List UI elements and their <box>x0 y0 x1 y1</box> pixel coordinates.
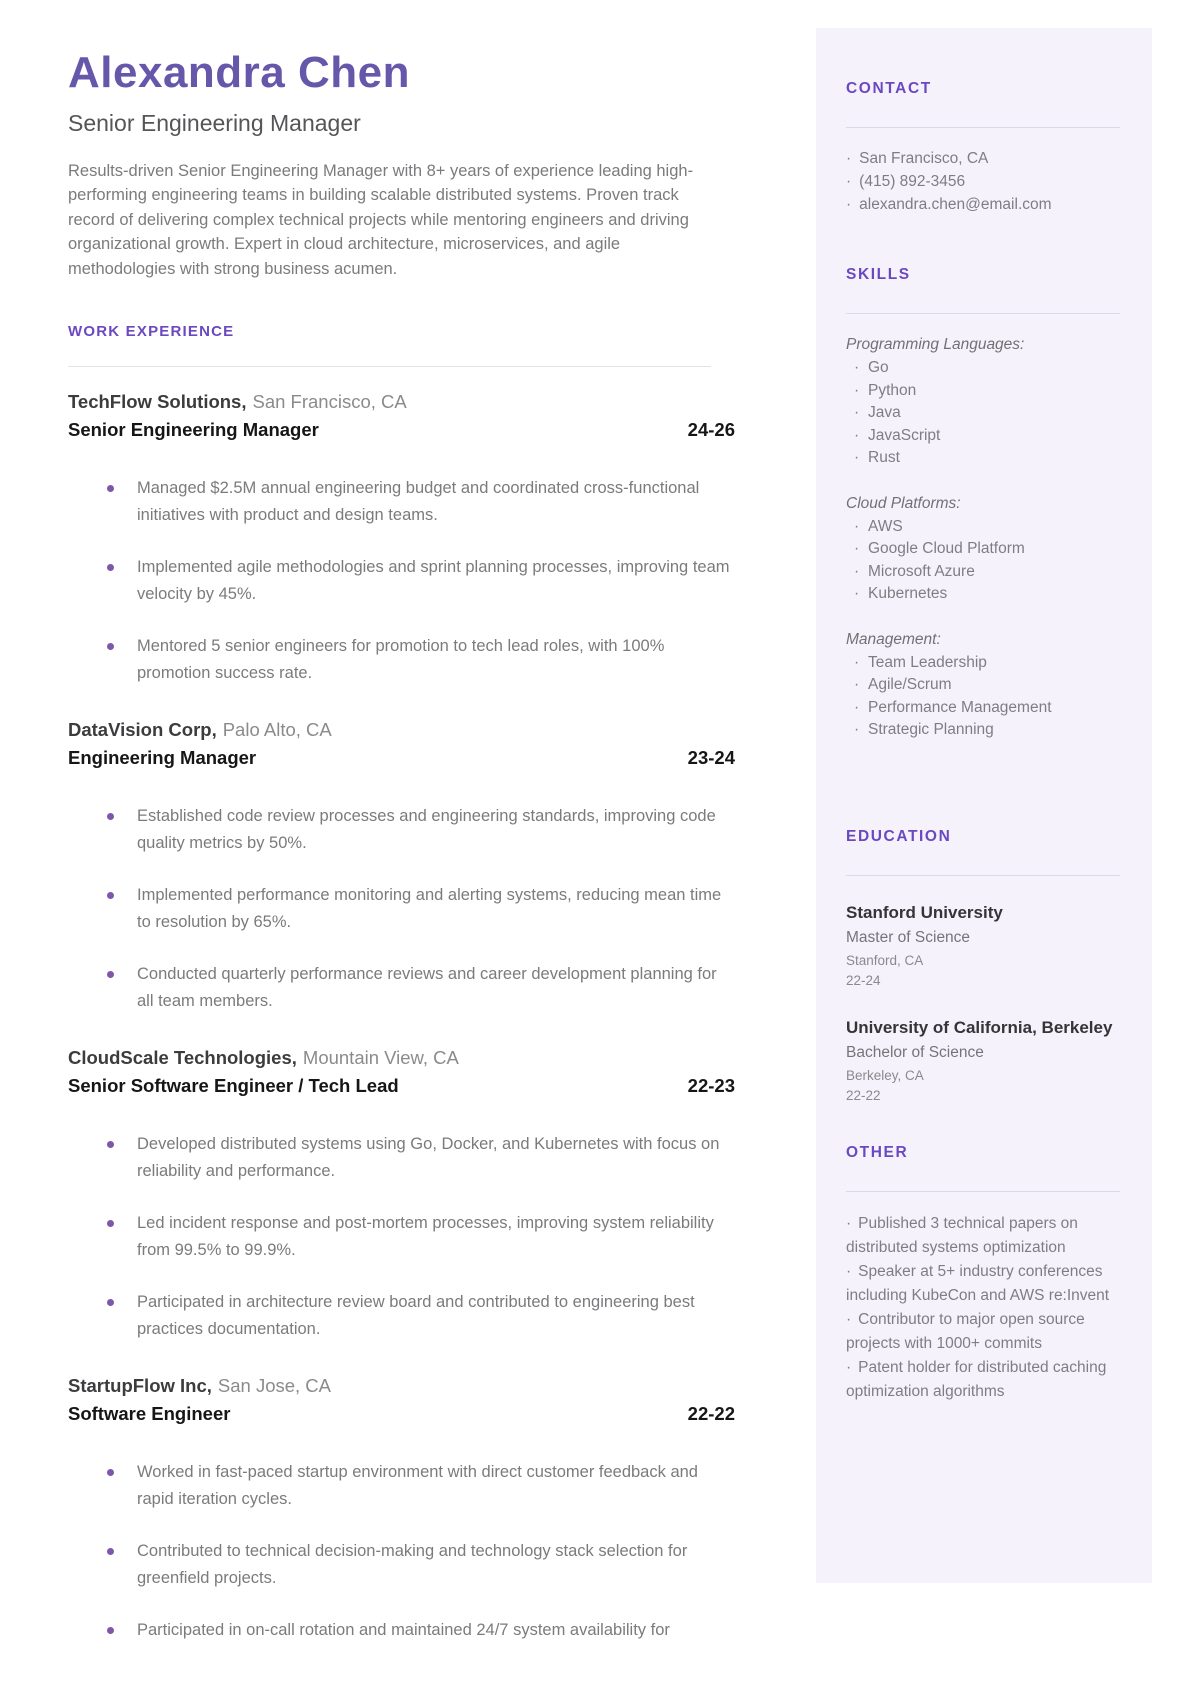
role-line <box>68 745 735 771</box>
school-name: University of California, Berkeley <box>846 1017 1113 1037</box>
other-item: · Speaker at 5+ industry conferences including KubeCon and AWS re:Invent <box>846 1260 1120 1308</box>
school-location: Berkeley, CA <box>846 1067 924 1083</box>
role-title: Engineering Manager <box>68 747 257 769</box>
company-location: San Francisco, CA <box>252 391 407 413</box>
company-line <box>68 1373 735 1399</box>
education-heading: EDUCATION <box>846 827 952 845</box>
school-degree: Master of Science <box>846 928 971 946</box>
person-name: Alexandra Chen <box>68 48 410 97</box>
skill-group-programming <box>846 334 1120 470</box>
role-dates: 24-26 <box>687 419 735 441</box>
section-divider <box>846 1191 1120 1192</box>
skills-heading: SKILLS <box>846 266 911 283</box>
person-title: Senior Engineering Manager <box>68 110 361 137</box>
contact-location: · San Francisco, CA <box>846 147 1120 170</box>
job-bullet-list <box>68 475 735 687</box>
other-list <box>846 1212 1120 1404</box>
skill-group-management <box>846 629 1120 742</box>
contact-section <box>846 80 1120 216</box>
resume-main-column <box>68 50 735 1644</box>
job-bullet: Managed $2.5M annual engineering budget and coordinated cross-functional initiatives with product and design teams. <box>137 475 735 529</box>
company-name: TechFlow Solutions, <box>68 391 247 413</box>
skill-item: · Java <box>852 402 1120 425</box>
job-bullet-list <box>68 803 735 1015</box>
skill-item: · Kubernetes <box>852 583 1120 606</box>
section-divider <box>846 313 1120 314</box>
section-divider <box>68 366 711 367</box>
job-bullet: Developed distributed systems using Go, Docker, and Kubernetes with focus on reliability and performance. <box>137 1131 735 1185</box>
other-heading: OTHER <box>846 1143 909 1161</box>
role-title: Software Engineer <box>68 1403 231 1425</box>
skill-item: · Microsoft Azure <box>852 561 1120 584</box>
school-dates: 22-24 <box>846 972 881 988</box>
job-entry-techflow <box>68 389 735 687</box>
job-bullet: Worked in fast-paced startup environment with direct customer feedback and rapid iteration cycles. <box>137 1459 735 1513</box>
resume-sidebar <box>816 28 1152 1583</box>
skill-item: · Python <box>852 380 1120 403</box>
section-divider <box>846 875 1120 876</box>
contact-phone: · (415) 892-3456 <box>846 170 1120 193</box>
profile-summary: Results-driven Senior Engineering Manager with 8+ years of experience leading high-performing engineering teams in building scalable distributed systems. Proven track record of delivering complex technical projects while mentoring engineers and driving organizational growth. Expert in cloud architecture, microservices, and agile methodologies with strong business acumen. <box>68 161 694 278</box>
other-item: · Patent holder for distributed caching optimization algorithms <box>846 1356 1120 1404</box>
school-name: Stanford University <box>846 902 1003 922</box>
school-entry-stanford <box>846 900 1120 991</box>
skill-items <box>846 652 1120 742</box>
skill-item: · Rust <box>852 447 1120 470</box>
section-divider <box>846 127 1120 128</box>
role-line <box>68 1401 735 1427</box>
skill-items <box>846 357 1120 470</box>
skill-group-cloud <box>846 493 1120 606</box>
job-bullet: Participated in architecture review board and contributed to engineering best practices documentation. <box>137 1289 735 1343</box>
skill-item: · Team Leadership <box>852 652 1120 675</box>
skills-section <box>846 266 1120 742</box>
skill-item: · Performance Management <box>852 697 1120 720</box>
role-line <box>68 417 735 443</box>
company-name: StartupFlow Inc, <box>68 1375 212 1397</box>
education-section <box>846 828 1120 1106</box>
skill-item: · Google Cloud Platform <box>852 538 1120 561</box>
job-bullet-clipped: Participated in on-call rotation and maintained 24/7 system availability for <box>137 1617 735 1644</box>
company-location: Mountain View, CA <box>302 1047 459 1069</box>
school-entry-berkeley <box>846 1015 1120 1106</box>
job-entry-startupflow <box>68 1373 735 1644</box>
role-dates: 23-24 <box>687 747 735 769</box>
other-item: · Published 3 technical papers on distributed systems optimization <box>846 1212 1120 1260</box>
job-entry-cloudscale <box>68 1045 735 1343</box>
skill-items <box>846 516 1120 606</box>
work-experience-heading: WORK EXPERIENCE <box>68 323 235 341</box>
job-bullet: Established code review processes and engineering standards, improving code quality metrics by 50%. <box>137 803 735 857</box>
role-dates: 22-22 <box>687 1403 735 1425</box>
skill-group-label: Management: <box>846 630 941 648</box>
role-dates: 22-23 <box>687 1075 735 1097</box>
skill-item: · JavaScript <box>852 425 1120 448</box>
skill-item: · AWS <box>852 516 1120 539</box>
job-bullet: Implemented agile methodologies and sprint planning processes, improving team velocity by 45%. <box>137 554 735 608</box>
skill-item: · Strategic Planning <box>852 719 1120 742</box>
contact-email: · alexandra.chen@email.com <box>846 193 1120 216</box>
job-entry-datavision <box>68 717 735 1015</box>
skill-group-label: Cloud Platforms: <box>846 494 961 512</box>
job-bullet-list <box>68 1131 735 1343</box>
company-location: San Jose, CA <box>217 1375 332 1397</box>
job-bullet: Contributed to technical decision-making and technology stack selection for greenfield projects. <box>137 1538 735 1592</box>
school-location: Stanford, CA <box>846 952 924 968</box>
role-line <box>68 1073 735 1099</box>
job-bullet: Mentored 5 senior engineers for promotion to tech lead roles, with 100% promotion success rate. <box>137 633 735 687</box>
school-degree: Bachelor of Science <box>846 1043 984 1061</box>
job-bullet: Led incident response and post-mortem processes, improving system reliability from 99.5% to 99.9%. <box>137 1210 735 1264</box>
other-item: · Contributor to major open source projects with 1000+ commits <box>846 1308 1120 1356</box>
skill-group-label: Programming Languages: <box>846 336 1025 353</box>
company-name: CloudScale Technologies, <box>68 1047 297 1069</box>
company-line <box>68 1045 735 1071</box>
company-line <box>68 389 735 415</box>
contact-list <box>846 147 1120 216</box>
skill-item: · Agile/Scrum <box>852 674 1120 697</box>
role-title: Senior Software Engineer / Tech Lead <box>68 1075 399 1097</box>
job-bullet-list <box>68 1459 735 1644</box>
contact-heading: CONTACT <box>846 80 932 97</box>
other-section <box>846 1144 1120 1404</box>
school-dates: 22-22 <box>846 1087 881 1103</box>
role-title: Senior Engineering Manager <box>68 419 319 441</box>
job-bullet: Implemented performance monitoring and alerting systems, reducing mean time to resolution by 65%. <box>137 882 735 936</box>
skill-item: · Go <box>852 357 1120 380</box>
company-location: Palo Alto, CA <box>222 719 332 741</box>
company-line <box>68 717 735 743</box>
job-bullet: Conducted quarterly performance reviews and career development planning for all team members. <box>137 961 735 1015</box>
company-name: DataVision Corp, <box>68 719 217 741</box>
